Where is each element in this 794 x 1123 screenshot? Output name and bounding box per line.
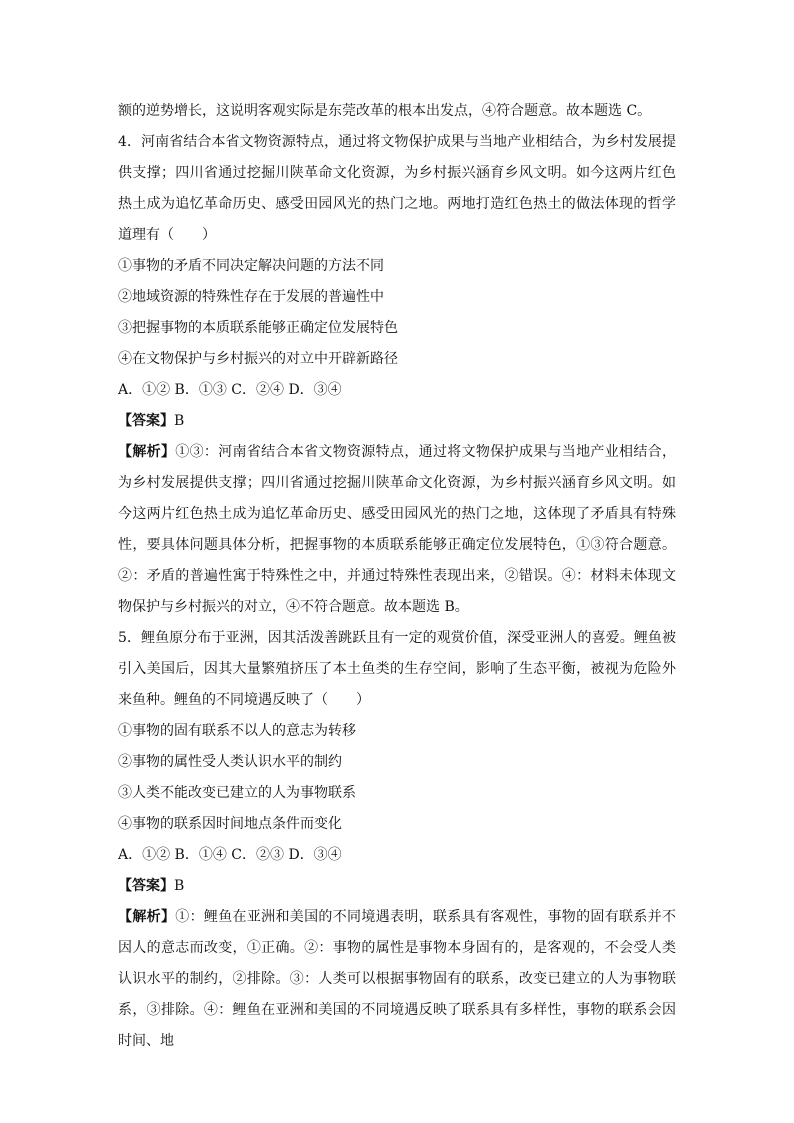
question-5-analysis [118,902,676,1057]
answer-tag: 【答案】 [118,878,174,894]
paragraph-continuation: 额的逆势增长，这说明客观实际是东莞改革的根本出发点，④符合题意。故本题选 C。 [118,103,652,119]
question-4-stem: 4．河南省结合本省文物资源特点，通过将文物保护成果与当地产业相结合，为乡村发展提供支撑；四川省通过挖掘川陕革命文化资源，为乡村振兴涵育乡风文明。如今这两片红色热土成为追忆革命历史、感受田园风光的热门之地。两地打造红色热土的做法体现的哲学道理有（ ） [118,134,676,243]
question-5-option-2: ②事物的属性受人类认识水平的制约 [118,754,342,770]
document-page [118,96,676,1057]
analysis-tag: 【解析】 [118,909,176,925]
question-4-option-2: ②地域资源的特殊性存在于发展的普遍性中 [118,289,384,305]
answer-tag: 【答案】 [118,413,174,429]
question-4-option-4: ④在文物保护与乡村振兴的对立中开辟新路径 [118,351,398,367]
question-5-option-1: ①事物的固有联系不以人的意志为转移 [118,723,356,739]
analysis-text: ①③：河南省结合本省文物资源特点，通过将文物保护成果与当地产业相结合，为乡村发展提供支撑；四川省通过挖掘川陕革命文化资源，为乡村振兴涵育乡风文明。如今这两片红色热土成为追忆革命历史、感受田园风光的热门之地，这体现了矛盾具有特殊性，要具体问题具体分析，把握事物的本质联系能够正确定位发展特色，①③符合题意。②：矛盾的普遍性寓于特殊性之中，并通过特殊性表现出来，②错误。④：材料未体现文物保护与乡村振兴的对立，④不符合题意。故本题选 B。 [118,444,677,615]
question-5-stem: 5．鲤鱼原分布于亚洲，因其活泼善跳跃且有一定的观赏价值，深受亚洲人的喜爱。鲤鱼被引入美国后，因其大量繁殖挤压了本土鱼类的生存空间，影响了生态平衡，被视为危险外来鱼种。鲤鱼的不同境遇反映了（ ） [118,630,676,708]
answer-value: B [174,878,185,894]
question-5-choices: A．①② B．①④ C．②③ D．③④ [118,847,342,863]
analysis-tag: 【解析】 [118,444,176,460]
question-4-option-3: ③把握事物的本质联系能够正确定位发展特色 [118,320,398,336]
question-4-analysis [118,437,676,623]
analysis-text: ①：鲤鱼在亚洲和美国的不同境遇表明，联系具有客观性，事物的固有联系并不因人的意志而改变，①正确。②：事物的属性是事物本身固有的，是客观的，不会受人类认识水平的制约，②排除。③：人类可以根据事物固有的联系，改变已建立的人为事物联系，③排除。④：鲤鱼在亚洲和美国的不同境遇反映了联系具有多样性，事物的联系会因时间、地 [118,909,677,1049]
question-4-answer [118,406,676,437]
question-4-option-1: ①事物的矛盾不同决定解决问题的方法不同 [118,258,384,274]
question-5-option-3: ③人类不能改变已建立的人为事物联系 [118,785,356,801]
question-4-choices: A．①② B．①③ C．②④ D．③④ [118,382,342,398]
question-5-option-4: ④事物的联系因时间地点条件而变化 [118,816,342,832]
question-5-answer [118,871,676,902]
answer-value: B [174,413,185,429]
